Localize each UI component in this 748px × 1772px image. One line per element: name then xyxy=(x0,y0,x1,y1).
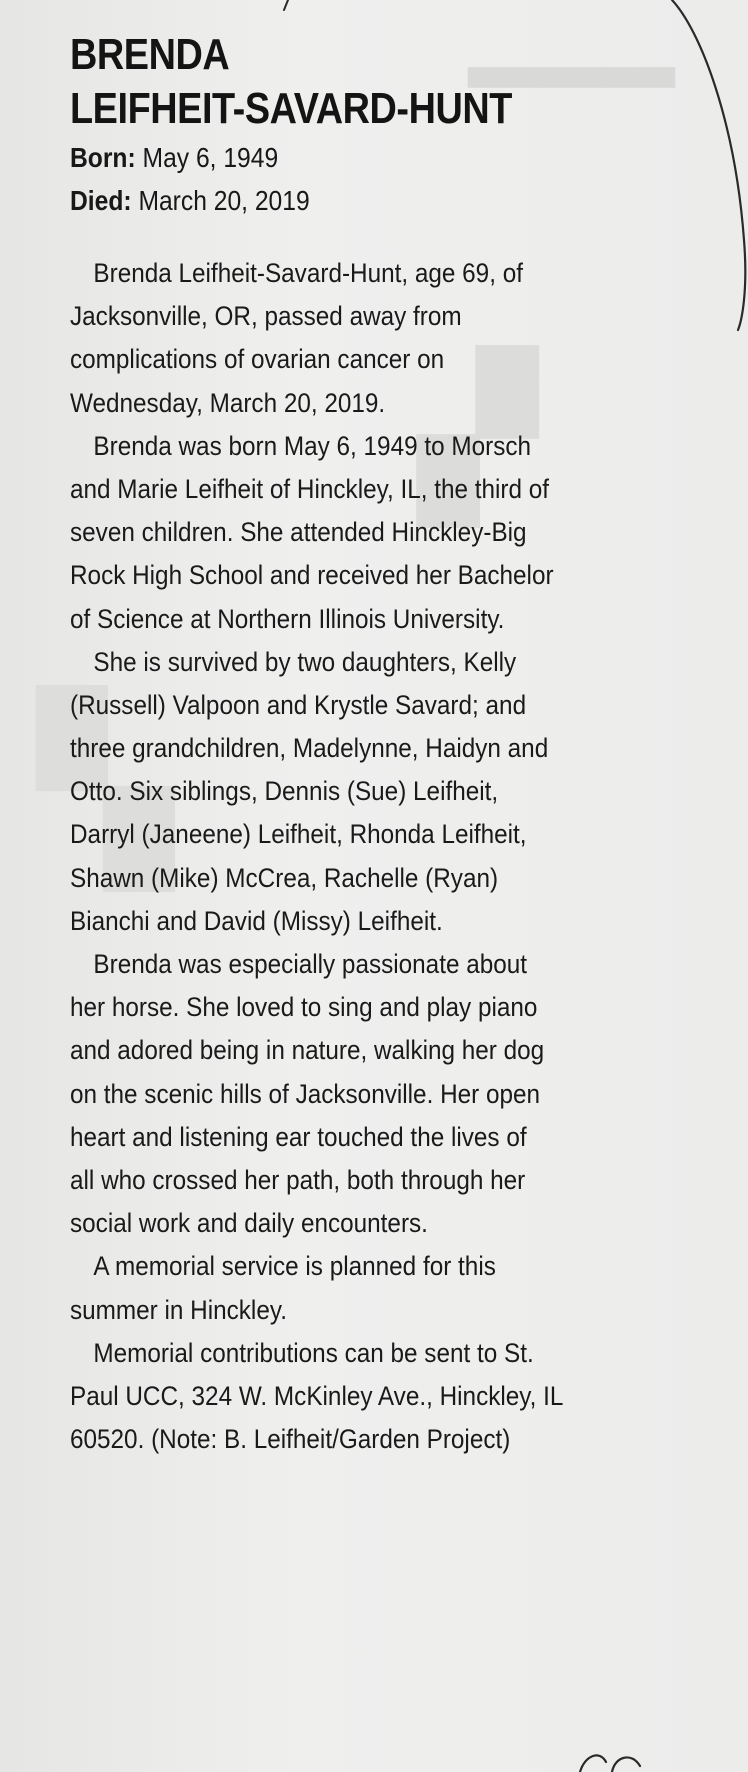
obituary-text-line: of Science at Northern Illinois University. xyxy=(70,603,505,634)
born-value: May 6, 1949 xyxy=(135,142,279,173)
obituary-text-line: complications of ovarian cancer on xyxy=(70,344,445,375)
obituary-body xyxy=(70,252,720,1461)
obituary-text-line: A memorial service is planned for this xyxy=(93,1251,496,1282)
obituary-text-line: Jacksonville, OR, passed away from xyxy=(70,301,462,332)
obituary-text-line: Paul UCC, 324 W. McKinley Ave., Hinckley, IL xyxy=(70,1380,564,1411)
obituary-text-line: Wednesday, March 20, 2019. xyxy=(70,387,386,418)
obituary-text-line: all who crossed her path, both through her xyxy=(70,1164,526,1195)
obituary-column xyxy=(70,28,720,1461)
obituary-text-line: 60520. (Note: B. Leifheit/Garden Project) xyxy=(70,1424,511,1455)
obituary-text-line: on the scenic hills of Jacksonville. Her open xyxy=(70,1078,541,1109)
obituary-text-line: her horse. She loved to sing and play piano xyxy=(70,992,538,1023)
obituary-text-line: (Russell) Valpoon and Krystle Savard; and xyxy=(70,689,527,720)
obituary-text-line: Darryl (Janeene) Leifheit, Rhonda Leifheit, xyxy=(70,819,527,850)
obituary-text-line: and adored being in nature, walking her dog xyxy=(70,1035,545,1066)
born-label: Born: xyxy=(70,142,136,173)
obituary-name-line2: LEIFHEIT-SAVARD-HUNT xyxy=(70,84,512,133)
obituary-text-line: social work and daily encounters. xyxy=(70,1208,428,1239)
obituary-text-line: summer in Hinckley. xyxy=(70,1294,287,1325)
obituary-text-line: Otto. Six siblings, Dennis (Sue) Leifheit, xyxy=(70,776,499,807)
died-value: March 20, 2019 xyxy=(131,185,310,216)
obituary-text-line: Brenda was especially passionate about xyxy=(93,949,528,979)
obituary-text-line: Rock High School and received her Bachelor xyxy=(70,560,554,591)
died-label: Died: xyxy=(70,185,132,216)
obituary-text-line: three grandchildren, Madelynne, Haidyn and xyxy=(70,733,549,764)
bleed-through-shape: ▞ xyxy=(420,355,536,521)
bleed-through-shape: ▔▔▔ xyxy=(470,74,674,196)
obituary-text-line: Brenda Leifheit-Savard-Hunt, age 69, of xyxy=(93,258,523,288)
obituary-text-line: Bianchi and David (Missy) Leifheit. xyxy=(70,905,443,936)
bleed-through-shape: ▚ xyxy=(40,696,171,884)
obituary-text-line: heart and listening ear touched the lives of xyxy=(70,1121,527,1152)
obituary-text-line: seven children. She attended Hinckley-Big xyxy=(70,517,527,548)
obituary-name-line1: BRENDA xyxy=(70,30,230,79)
obituary-text-line: Memorial contributions can be sent to St. xyxy=(93,1337,534,1368)
obituary-text-line: She is survived by two daughters, Kelly xyxy=(93,646,517,677)
obituary-text-line: Brenda was born May 6, 1949 to Morsch xyxy=(93,430,532,461)
obituary-text-line: and Marie Leifheit of Hinckley, IL, the third of xyxy=(70,473,550,504)
obituary-text-line: Shawn (Mike) McCrea, Rachelle (Ryan) xyxy=(70,862,499,893)
born-row xyxy=(70,136,642,179)
died-row xyxy=(70,179,642,222)
